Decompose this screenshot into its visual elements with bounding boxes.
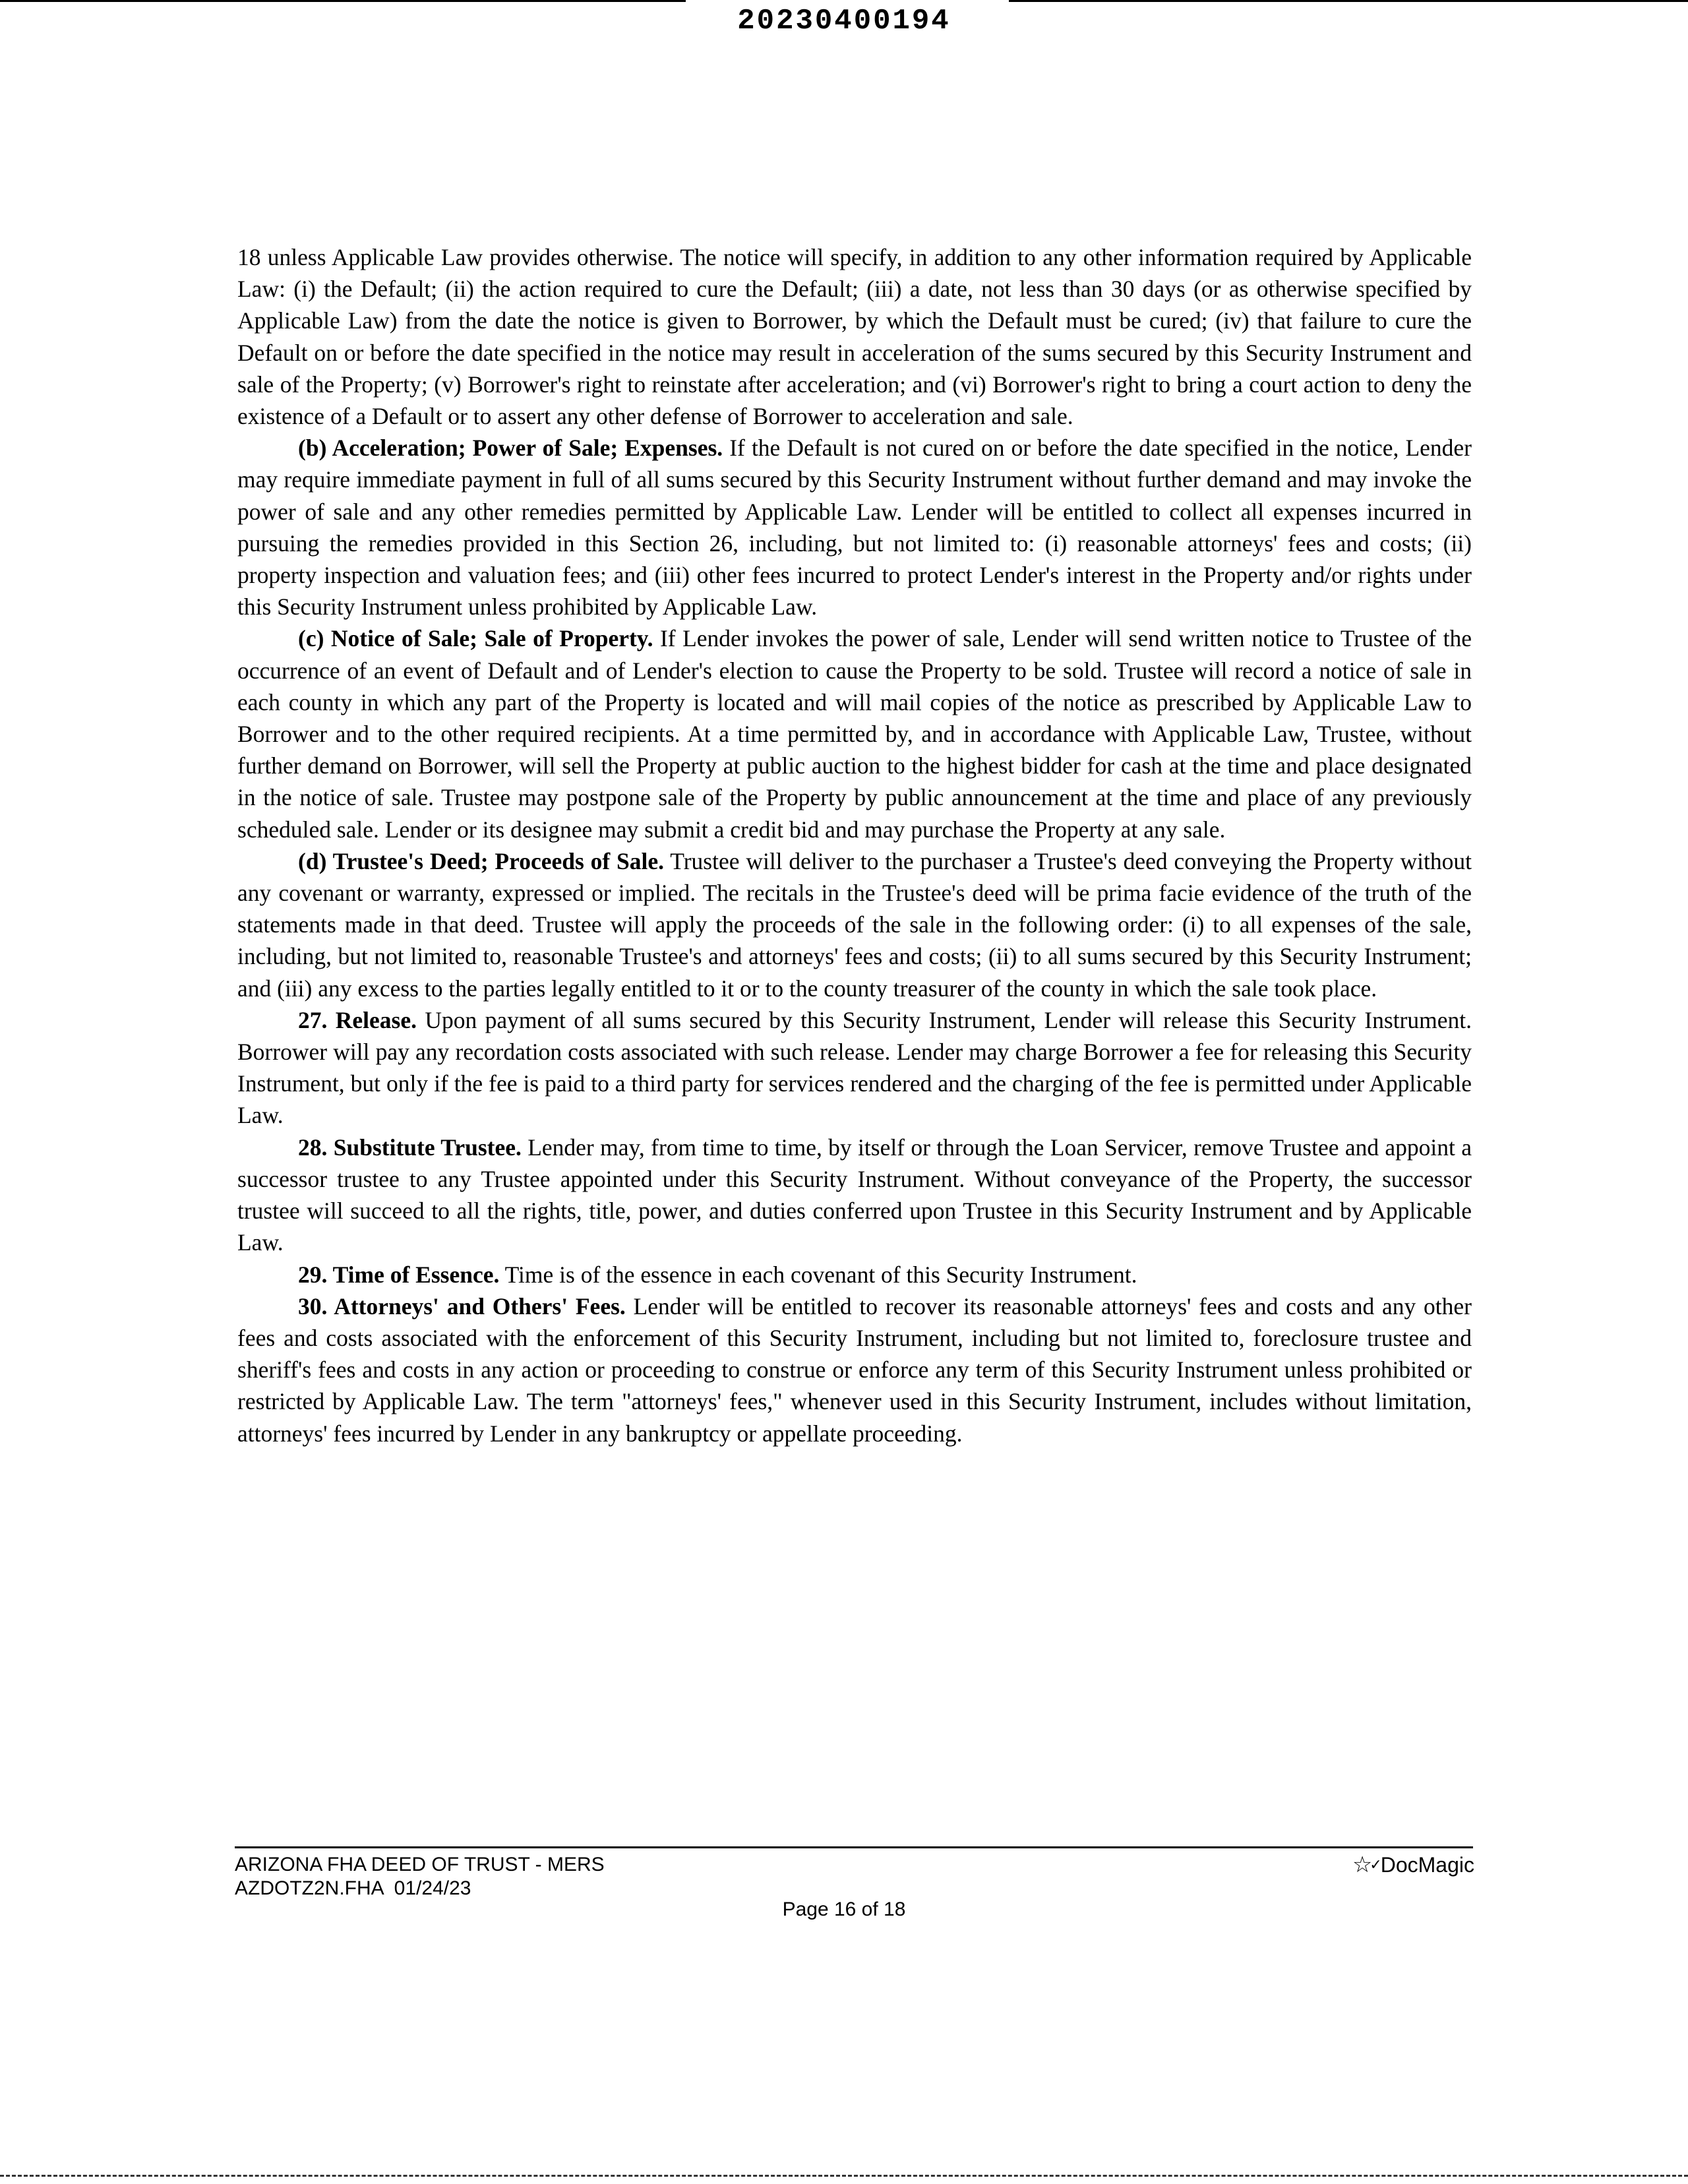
brand-name: DocMagic [1380, 1853, 1474, 1877]
docmagic-logo [1342, 1852, 1474, 1878]
document-body [237, 241, 1472, 1449]
section-heading: 28. Substitute Trustee. [298, 1134, 522, 1161]
document-number: 20230400194 [737, 5, 951, 38]
page-number: Page 16 of 18 [782, 1898, 906, 1920]
paragraph-text: Trustee will deliver to the purchaser a Trustee's deed conveying the Property without any covenant or warranty, expressed or implied. The recitals in the Trustee's deed will be prima facie evidence of the truth of the statements made in that deed. Trustee will apply the proceeds of the sale in the following order: (i) to all expenses of the sale, including, but not limited to, reasonable Trustee's and attorneys' fees and costs; (ii) to all sums secured by this Security Instrument; and (iii) any excess to the parties legally entitled to it or to the county treasurer of the county in which the sale took place. [237, 847, 1472, 1002]
form-code: AZDOTZ2N.FHA 01/24/23 [235, 1877, 471, 1899]
bottom-scan-edge [0, 2175, 1688, 2177]
paragraph-text: Lender will be entitled to recover its reasonable attorneys' fees and costs and any other fees and costs associated with the enforcement of this Security Instrument, including but not limited to, foreclosure trustee and sheriff's fees and costs in any action or proceeding to construe or enforce any term of this Security Instrument unless prohibited or restricted by Applicable Law. The term "attorneys' fees," whenever used in this Security Instrument, includes without limitation, attorneys' fees incurred by Lender in any bankruptcy or appellate proceeding. [237, 1292, 1472, 1447]
paragraph-trustees-deed [237, 845, 1472, 1004]
section-heading: (d) Trustee's Deed; Proceeds of Sale. [298, 847, 665, 874]
paragraph-text: 18 unless Applicable Law provides otherwise. The notice will specify, in addition to any other information required by Applicable Law: (i) the Default; (ii) the action required to cure the Default; (iii) a date, not less than 30 days (or as otherwise specified by Applicable Law) from the date the notice is given to Borrower, by which the Default must be cured; (iv) that failure to cure the Default on or before the date specified in the notice may result in acceleration of the sums secured by this Security Instrument and sale of the Property; (v) Borrower's right to reinstate after acceleration; and (vi) Borrower's right to bring a court action to deny the existence of a Default or to assert any other defense of Borrower to acceleration and sale. [237, 244, 1472, 430]
paragraph-text: If Lender invokes the power of sale, Lender will send written notice to Trustee of the occurrence of an event of Default and of Lender's election to cause the Property to be sold. Trustee will record a notice of sale in each county in which any part of the Property is located and will mail copies of the notice as prescribed by Applicable Law to Borrower and to the other required recipients. At a time permitted by, and in accordance with Applicable Law, Trustee, without further demand on Borrower, will sell the Property at public auction to the highest bidder for cash at the time and place designated in the notice of sale. Trustee may postpone sale of the Property by public announcement at the time and place of any previously scheduled sale. Lender or its designee may submit a credit bid and may purchase the Property at any sale. [237, 625, 1472, 843]
paragraph-text: Upon payment of all sums secured by this Security Instrument, Lender will release this Security Instrument. Borrower will pay any recordation costs associated with such release. Lender may charge Borrower a fee for releasing this Security Instrument, but only if the fee is paid to a third party for services rendered and the charging of the fee is permitted under Applicable Law. [237, 1006, 1472, 1129]
footer-form-info [235, 1853, 605, 1900]
section-heading: 30. Attorneys' and Others' Fees. [298, 1292, 626, 1320]
paragraph-release [237, 1004, 1472, 1132]
star-icon: ☆✓ [1352, 1852, 1379, 1877]
paragraph-substitute-trustee [237, 1132, 1472, 1259]
paragraph-notice-of-sale [237, 622, 1472, 845]
form-title: ARIZONA FHA DEED OF TRUST - MERS [235, 1854, 605, 1875]
paragraph-text: Time is of the essence in each covenant of this Security Instrument. [499, 1261, 1137, 1288]
paragraph-acceleration [237, 432, 1472, 622]
paragraph-text: If the Default is not cured on or before the date specified in the notice, Lender may require immediate payment in full of all sums secured by this Security Instrument without further demand and may invoke the power of sale and any other remedies permitted by Applicable Law. Lender will be entitled to collect all expenses incurred in pursuing the remedies provided in this Section 26, including, but not limited to: (i) reasonable attorneys' fees and costs; (ii) property inspection and valuation fees; and (iii) other fees incurred to protect Lender's interest in the Property and/or rights under this Security Instrument unless prohibited by Applicable Law. [237, 435, 1472, 621]
footer-rule [235, 1846, 1473, 1848]
section-heading: (c) Notice of Sale; Sale of Property. [298, 625, 653, 652]
section-heading: 27. Release. [298, 1006, 417, 1033]
paragraph-text: Lender may, from time to time, by itself or through the Loan Servicer, remove Trustee and appoint a successor trustee to any Trustee appointed under this Security Instrument. Without conveyance of the Property, the successor trustee will succeed to all the rights, title, power, and duties conferred upon Trustee in this Security Instrument and by Applicable Law. [237, 1134, 1472, 1256]
section-heading: (b) Acceleration; Power of Sale; Expenses. [298, 435, 723, 462]
section-heading: 29. Time of Essence. [298, 1261, 500, 1288]
paragraph-notice-continued [237, 241, 1472, 432]
paragraph-attorneys-fees [237, 1290, 1472, 1449]
paragraph-time-of-essence [237, 1259, 1472, 1290]
